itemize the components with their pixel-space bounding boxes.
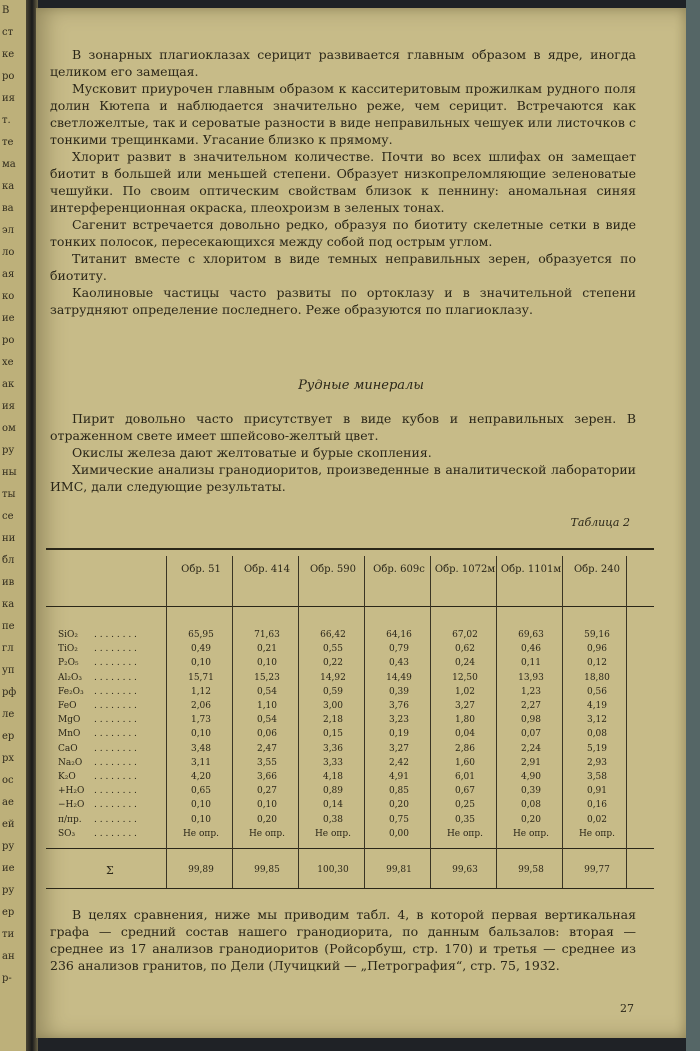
table-cell: 0,20 <box>256 814 278 825</box>
text-block-top <box>50 46 636 318</box>
table-leader-dots: . . . . . . . . <box>94 814 137 825</box>
table-cell: 0,96 <box>586 644 608 655</box>
table-column-header: Обр. 609с <box>373 564 425 575</box>
table-cell: 69,63 <box>518 630 544 640</box>
table-column-divider <box>232 556 233 888</box>
table-cell: 3,33 <box>322 757 344 768</box>
table-leader-dots: . . . . . . . . <box>94 743 137 754</box>
adjacent-page-fragment: ва <box>2 203 14 214</box>
table-sum-cell: 99,63 <box>452 865 478 875</box>
table-cell: 3,55 <box>256 757 278 768</box>
table-cell: 1,02 <box>454 686 476 697</box>
table-leader-dots: . . . . . . . . <box>94 630 137 640</box>
table-cell: Не опр. <box>446 828 484 839</box>
table-cell: 15,23 <box>254 672 280 683</box>
adjacent-page-fragment: ны <box>2 467 17 478</box>
table-column-divider <box>166 556 167 888</box>
table-cell: 13,93 <box>518 672 544 683</box>
table-cell: 0,98 <box>520 715 542 726</box>
table-leader-dots: . . . . . . . . <box>94 828 137 839</box>
table-leader-dots: . . . . . . . . <box>94 772 137 782</box>
table-row-label: Na₂O <box>58 757 83 768</box>
table-top-rule <box>46 548 654 550</box>
table-cell: 1,80 <box>454 715 476 726</box>
table-cell: 0,75 <box>388 814 410 825</box>
table-cell: 0,89 <box>322 786 344 797</box>
table-cell: 3,23 <box>388 715 410 726</box>
table-cell: 0,49 <box>190 644 212 655</box>
table-row-label: FeO <box>58 701 77 711</box>
adjacent-page-fragment: се <box>2 511 14 522</box>
table-cell: Не опр. <box>248 828 286 839</box>
adjacent-page-fragment: т. <box>2 115 11 126</box>
paragraph: Химические анализы гранодиоритов, произведенные в аналитической лаборатории ИМС, дали следующие результаты. <box>50 462 636 494</box>
table-cell: 0,91 <box>586 786 608 797</box>
table-cell: 65,95 <box>188 630 214 640</box>
table-cell: 3,00 <box>322 701 344 711</box>
table-cell: 0,07 <box>520 729 542 740</box>
table-leader-dots: . . . . . . . . <box>94 644 137 655</box>
paragraph: Пирит довольно часто присутствует в виде кубов и неправильных зерен. В отраженном свете имеет шпейсово-желтый цвет. <box>50 411 636 443</box>
table-cell: 0,25 <box>454 800 476 811</box>
table-cell: 3,58 <box>586 772 608 782</box>
table-cell: 0,06 <box>256 729 278 740</box>
table-cell: 2,42 <box>388 757 410 768</box>
table-column-divider <box>562 556 563 888</box>
page-edge-background <box>686 0 700 1051</box>
table-sum-cell: 99,85 <box>254 865 280 875</box>
table-row-label: Al₂O₃ <box>58 672 82 683</box>
table-cell: 0,67 <box>454 786 476 797</box>
adjacent-page-fragment: ей <box>2 819 15 830</box>
table-cell: 71,63 <box>254 630 280 640</box>
adjacent-page-fragment: бл <box>2 555 15 566</box>
table-cell: 0,04 <box>454 729 476 740</box>
table-cell: 0,59 <box>322 686 344 697</box>
table-cell: 3,66 <box>256 772 278 782</box>
table-cell: 0,35 <box>454 814 476 825</box>
table-cell: 0,65 <box>190 786 212 797</box>
table-cell: 0,79 <box>388 644 410 655</box>
table-row-label: MgO <box>58 715 81 726</box>
table-column-header: Обр. 590 <box>309 564 357 575</box>
table-cell: 0,54 <box>256 686 278 697</box>
adjacent-page-fragment: ан <box>2 951 15 962</box>
table-sum-cell: 99,89 <box>188 865 214 875</box>
table-cell: 4,18 <box>322 772 344 782</box>
adjacent-page-fragment: ке <box>2 49 15 60</box>
table-cell: 67,02 <box>452 630 478 640</box>
table-row-label: CaO <box>58 743 78 754</box>
table-cell: 0,39 <box>388 686 410 697</box>
text-block-mid <box>50 410 636 495</box>
table-row-label: P₂O₅ <box>58 658 79 669</box>
table-cell: 3,36 <box>322 743 344 754</box>
adjacent-page-fragment: ак <box>2 379 15 390</box>
table-cell: 3,27 <box>388 743 410 754</box>
table-cell: 0,16 <box>586 800 608 811</box>
table-row-label: SO₃ <box>58 828 76 839</box>
table-column-divider <box>496 556 497 888</box>
table-column-header: Обр. 240 <box>573 564 621 575</box>
table-cell: 3,27 <box>454 701 476 711</box>
table-cell: 0,12 <box>586 658 608 669</box>
table-cell: 14,92 <box>320 672 346 683</box>
table-cell: 15,71 <box>188 672 214 683</box>
adjacent-page-fragment: ос <box>2 775 14 786</box>
table-row-label: −H₂O <box>58 800 85 811</box>
table-cell: 0,24 <box>454 658 476 669</box>
table-cell: 0,02 <box>586 814 608 825</box>
table-cell: 18,80 <box>584 672 610 683</box>
text-block-bottom <box>50 906 636 974</box>
table-cell: 2,18 <box>322 715 344 726</box>
table-leader-dots: . . . . . . . . <box>94 715 137 726</box>
adjacent-page-fragment: ру <box>2 445 15 456</box>
adjacent-page-fragment: эл <box>2 225 14 236</box>
table-cell: 4,90 <box>520 772 542 782</box>
table-cell: 1,60 <box>454 757 476 768</box>
book-page <box>36 8 686 1038</box>
table-leader-dots: . . . . . . . . <box>94 800 137 811</box>
adjacent-page-fragment: ты <box>2 489 16 500</box>
adjacent-page-fragment: ая <box>2 269 15 280</box>
table-cell: 0,08 <box>586 729 608 740</box>
table-row-label: SiO₂ <box>58 630 79 640</box>
paragraph: В целях сравнения, ниже мы приводим табл. 4, в которой первая вертикальная графа — средний состав нашего гранодиорита, по данным бальзалов: вторая — среднее из 17 анализов гранодиоритов (Ройсорбуш, стр. 170) и третья — среднее из 236 анализов гранитов, по Дели (Лучицкий — „Петрография“, стр. 75, 1932. <box>50 907 636 973</box>
table-column-divider <box>298 556 299 888</box>
table-cell: 0,39 <box>520 786 542 797</box>
table-leader-dots: . . . . . . . . <box>94 658 137 669</box>
table-cell: 5,19 <box>586 743 608 754</box>
table-cell: 0,55 <box>322 644 344 655</box>
table-cell: 0,10 <box>256 658 278 669</box>
table-leader-dots: . . . . . . . . <box>94 701 137 711</box>
adjacent-page-fragment: ро <box>2 335 15 346</box>
adjacent-page-fragment: ле <box>2 709 15 720</box>
adjacent-page-fragment: ие <box>2 313 15 324</box>
table-cell: 3,12 <box>586 715 608 726</box>
table-cell: 0,11 <box>520 658 542 669</box>
table-cell: 2,86 <box>454 743 476 754</box>
adjacent-page-fragment: рф <box>2 687 17 698</box>
adjacent-page-fragment: ер <box>2 731 15 742</box>
table-cell: 0,38 <box>322 814 344 825</box>
table-cell: 0,10 <box>256 800 278 811</box>
table-cell: 2,93 <box>586 757 608 768</box>
table-column-header: Обр. 414 <box>243 564 291 575</box>
table-caption: Таблица 2 <box>570 516 630 529</box>
adjacent-page-fragment: ае <box>2 797 14 808</box>
adjacent-page-fragment: ко <box>2 291 15 302</box>
table-sum-label: Σ <box>106 864 114 877</box>
paragraph: Сагенит встречается довольно редко, образуя по биотиту скелетные сетки в виде тонких полосок, пересекающихся между собой под острым углом. <box>50 217 636 249</box>
table-cell: 0,10 <box>190 658 212 669</box>
table-cell: 1,23 <box>520 686 542 697</box>
table-cell: 14,49 <box>386 672 412 683</box>
adjacent-page-fragment: ло <box>2 247 15 258</box>
table-row-label: Fe₂O₃ <box>58 686 84 697</box>
table-bottom-rule <box>46 888 654 889</box>
adjacent-page-fragment: ст <box>2 27 14 38</box>
table-cell: 0,20 <box>388 800 410 811</box>
adjacent-page-fragment: уп <box>2 665 15 676</box>
table-sum-cell: 99,77 <box>584 865 610 875</box>
table-cell: 4,91 <box>388 772 410 782</box>
table-cell: 0,43 <box>388 658 410 669</box>
adjacent-page-fragment: гл <box>2 643 14 654</box>
paragraph: Титанит вместе с хлоритом в виде темных неправильных зерен, образуется по биотиту. <box>50 251 636 283</box>
table-cell: Не опр. <box>182 828 220 839</box>
section-title: Рудные минералы <box>298 378 424 393</box>
adjacent-page-fragment: пе <box>2 621 15 632</box>
adjacent-page-fragment: те <box>2 137 14 148</box>
table-cell: 0,10 <box>190 729 212 740</box>
adjacent-page-fragment: В <box>2 5 10 16</box>
table-cell: 0,22 <box>322 658 344 669</box>
table-cell: 1,10 <box>256 701 278 711</box>
adjacent-page-fragment: ка <box>2 181 15 192</box>
table-cell: 2,27 <box>520 701 542 711</box>
table-sum-cell: 100,30 <box>317 865 349 875</box>
table-cell: 12,50 <box>452 672 478 683</box>
adjacent-page-fragment: ни <box>2 533 16 544</box>
table-leader-dots: . . . . . . . . <box>94 786 137 797</box>
table-cell: 0,10 <box>190 800 212 811</box>
table-cell: 0,46 <box>520 644 542 655</box>
table-cell: 0,54 <box>256 715 278 726</box>
table-row-label: п/пр. <box>58 814 82 825</box>
table-cell: 2,91 <box>520 757 542 768</box>
table-cell: 0,08 <box>520 800 542 811</box>
table-cell: Не опр. <box>512 828 550 839</box>
table-cell: 2,24 <box>520 743 542 754</box>
table-cell: 3,76 <box>388 701 410 711</box>
table-row-label: MnO <box>58 729 81 740</box>
table-column-header: Обр. 51 <box>181 564 221 575</box>
table-cell: 1,12 <box>190 686 212 697</box>
table-cell: Не опр. <box>314 828 352 839</box>
table-cell: 0,27 <box>256 786 278 797</box>
adjacent-page-fragment: ти <box>2 929 15 940</box>
table-row-label: K₂O <box>58 772 76 782</box>
adjacent-page-fragment: ом <box>2 423 16 434</box>
table-cell: 0,85 <box>388 786 410 797</box>
table-cell: 4,20 <box>190 772 212 782</box>
table-cell: Не опр. <box>578 828 616 839</box>
adjacent-page-fragment: ия <box>2 401 15 412</box>
paragraph: В зонарных плагиоклазах серицит развивается главным образом в ядре, иногда целиком его замещая. <box>50 47 636 79</box>
adjacent-page-fragment: рх <box>2 753 15 764</box>
page-number: 27 <box>620 1002 634 1015</box>
adjacent-page-fragment: р- <box>2 973 12 984</box>
table-row-label: TiO₂ <box>58 644 78 655</box>
table-cell: 0,14 <box>322 800 344 811</box>
table-cell: 3,11 <box>190 757 212 768</box>
adjacent-page-fragment: ие <box>2 863 15 874</box>
adjacent-page-fragment: ру <box>2 841 15 852</box>
table-cell: 2,47 <box>256 743 278 754</box>
paragraph: Каолиновые частицы часто развиты по ортоклазу и в значительной степени затрудняют определение последнего. Реже образуются по плагиоклазу. <box>50 285 636 317</box>
table-cell: 0,21 <box>256 644 278 655</box>
table-cell: 59,16 <box>584 630 610 640</box>
table-cell: 3,48 <box>190 743 212 754</box>
table-cell: 0,00 <box>388 828 410 839</box>
adjacent-page-fragment: ия <box>2 93 15 104</box>
adjacent-page-fragment: ма <box>2 159 16 170</box>
table-leader-dots: . . . . . . . . <box>94 729 137 740</box>
table-column-divider <box>364 556 365 888</box>
adjacent-page-fragment: ка <box>2 599 15 610</box>
adjacent-page-fragment: ив <box>2 577 15 588</box>
table-cell: 0,56 <box>586 686 608 697</box>
table-row-label: +H₂O <box>58 786 85 797</box>
table-cell: 4,19 <box>586 701 608 711</box>
table-cell: 64,16 <box>386 630 412 640</box>
adjacent-page-fragment: ро <box>2 71 15 82</box>
table-sum-cell: 99,58 <box>518 865 544 875</box>
table-cell: 0,15 <box>322 729 344 740</box>
table-cell: 0,19 <box>388 729 410 740</box>
table-column-header: Обр. 1101м <box>500 564 562 575</box>
table-cell: 6,01 <box>454 772 476 782</box>
table-cell: 0,62 <box>454 644 476 655</box>
paragraph: Окислы железа дают желтоватые и бурые скопления. <box>72 445 432 460</box>
table-cell: 66,42 <box>320 630 346 640</box>
table-leader-dots: . . . . . . . . <box>94 757 137 768</box>
table-cell: 2,06 <box>190 701 212 711</box>
adjacent-page-fragment: ер <box>2 907 15 918</box>
table-column-header: Обр. 1072м <box>434 564 496 575</box>
table-leader-dots: . . . . . . . . <box>94 686 137 697</box>
adjacent-page-fragment: хе <box>2 357 14 368</box>
table-cell: 0,10 <box>190 814 212 825</box>
table-leader-dots: . . . . . . . . <box>94 672 137 683</box>
paragraph: Мусковит приурочен главным образом к касситеритовым прожилкам рудного поля долин Кютепа и наблюдается значительно реже, чем серицит. Встречаются как светложелтые, так и сероватые разности в виде неправильных чешуек или листочков с тонкими трещинками. Угасание близко к прямому. <box>50 81 636 147</box>
table-cell: 0,20 <box>520 814 542 825</box>
paragraph: Хлорит развит в значительном количестве. Почти во всех шлифах он замещает биотит в большей или меньшей степени. Образует низкопреломляющие зеленоватые чешуйки. По своим оптическим свойствам близок к пеннину: аномальная синяя интерференционная окраска, плеохроизм в зеленых тонах. <box>50 149 636 215</box>
table-sum-cell: 99,81 <box>386 865 412 875</box>
table-cell: 1,73 <box>190 715 212 726</box>
adjacent-page-fragment: ру <box>2 885 15 896</box>
table-column-divider <box>430 556 431 888</box>
